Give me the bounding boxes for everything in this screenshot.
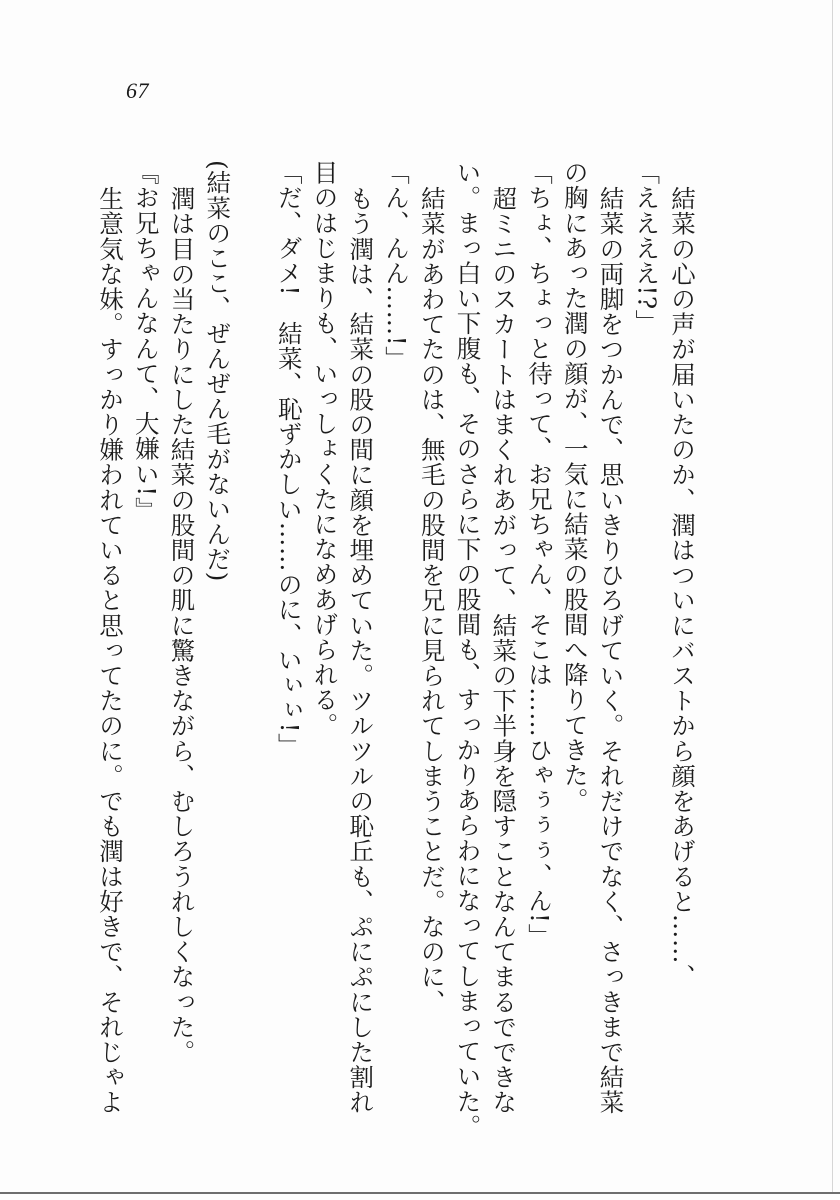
text-line: 結菜があわてたのは、無毛の股間を兄に見られてしまうことだ。なのに、 [417, 186, 447, 1015]
page-edge-bottom [0, 1192, 840, 1194]
vertical-text-body [96, 160, 696, 1150]
text-line: もう潤は、結菜の股の間に顔を埋めていた。ツルツルの恥丘も、ぷにぷにした割れ [346, 186, 376, 1115]
text-line: の胸にあった潤の顔が、一気に結菜の股間へ降りてきた。 [560, 160, 590, 813]
page-edge-right [832, 0, 833, 1192]
text-line: 超ミニのスカートはまくれあがって、結菜の下半身を隠すことなんてまるでできな [489, 186, 519, 1115]
text-line: 目のはじまりも、いっしょくたになめあげられる。 [310, 160, 340, 738]
text-line: 結菜の両脚をつかんで、思いきりひろげていく。それだけでなく、さっきまで結菜 [596, 186, 626, 1115]
text-line: (結菜のここ、ぜんぜん毛がないんだ) [203, 160, 233, 582]
text-line: 潤は目の当たりにした結菜の股間の肌に驚きながら、むしろうれしくなった。 [167, 186, 197, 1065]
page-number: 67 [126, 78, 149, 103]
text-line: 「だ、ダメ! 結菜、恥ずかしい……のに、いぃぃ!」 [274, 160, 304, 759]
text-line: 結菜の心の声が届いたのか、潤はついにバストから顔をあげると……、 [668, 186, 697, 990]
text-line: 「ええええ!?」 [632, 160, 662, 335]
text-line: 「ん、んん……!」 [382, 160, 411, 372]
text-line: 『お兄ちゃんなんて、大嫌い!』 [131, 160, 161, 522]
text-line: 「ちょ、ちょっと待って、お兄ちゃん、そこは……ひゃぅぅぅ、ん!」 [525, 160, 554, 949]
text-line: 生意気な妹。すっかり嫌われていると思ってたのに。でも潤は好きで、それじゃよ [96, 186, 125, 1115]
text-line: い。まっ白い下腹も、そのさらに下の股間も、すっかりあらわになってしまっていた。 [453, 160, 483, 1139]
blank-line [239, 160, 267, 1150]
